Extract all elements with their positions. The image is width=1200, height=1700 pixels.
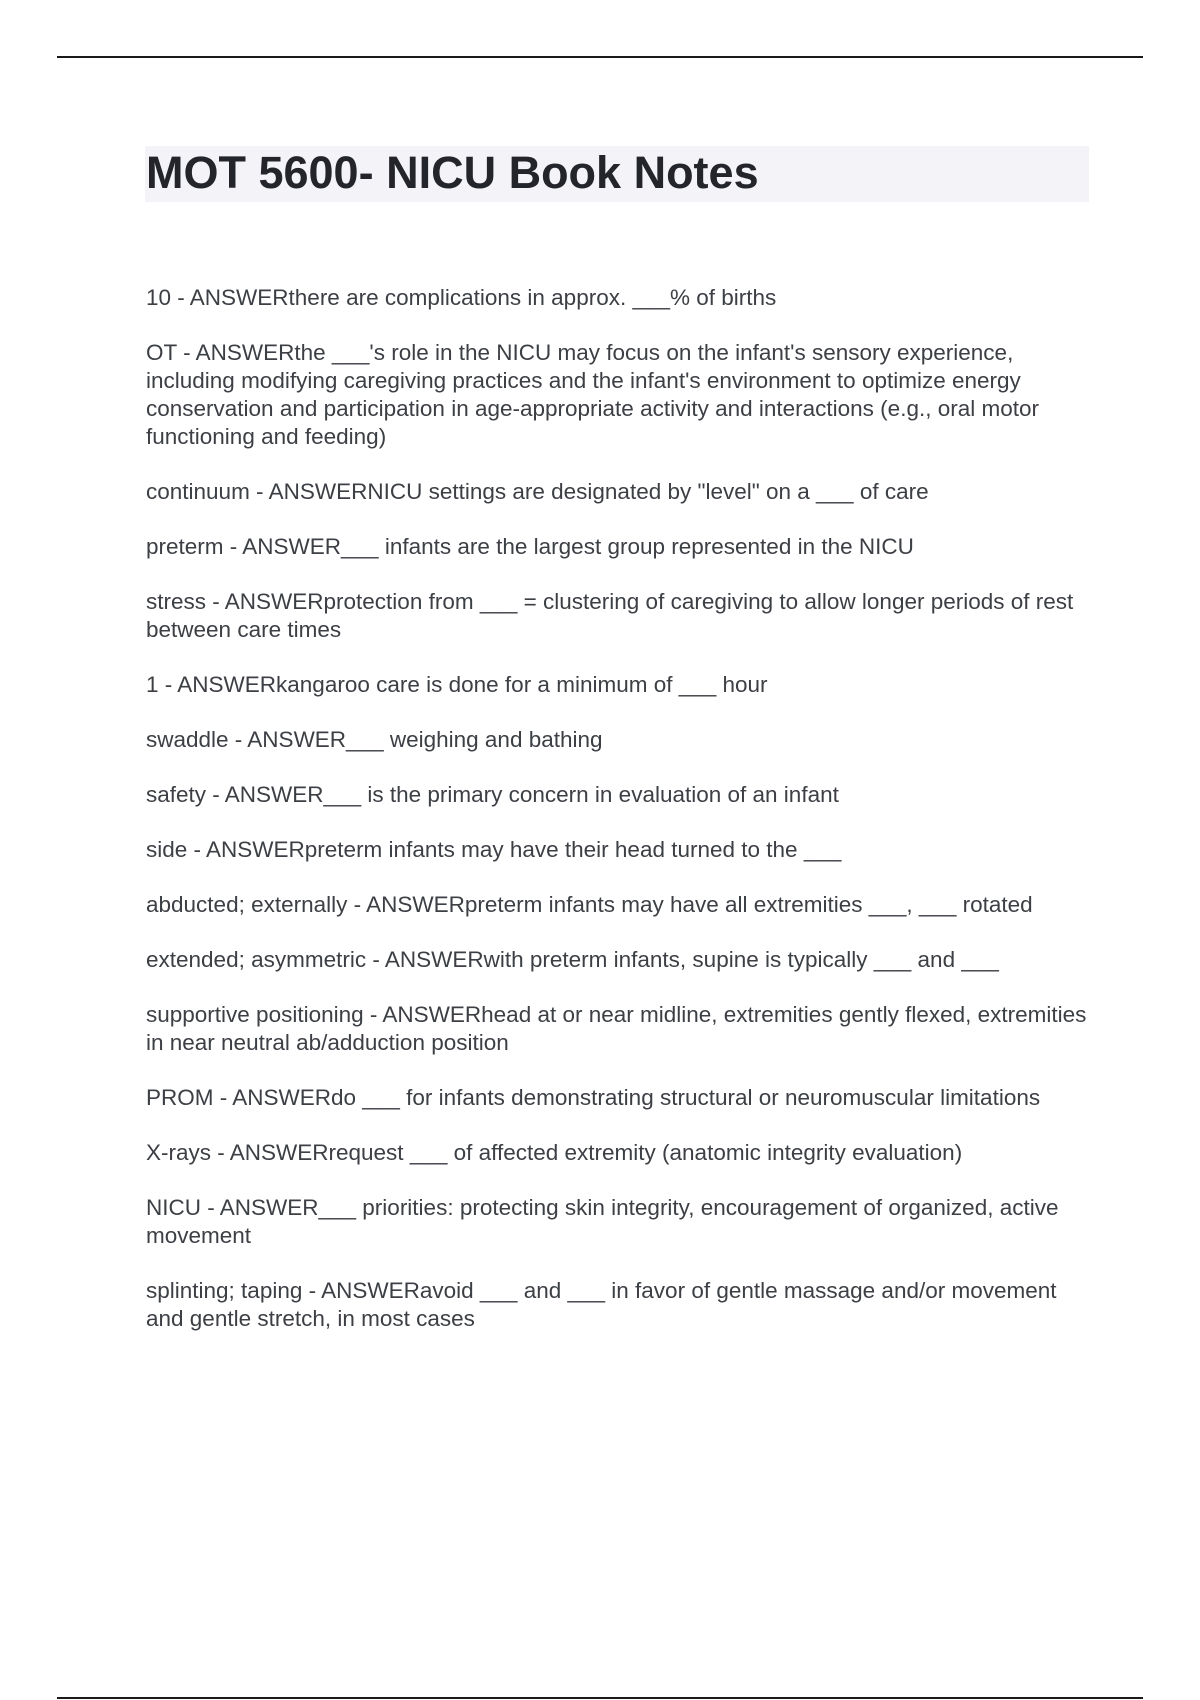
bottom-rule	[57, 1697, 1143, 1699]
note-item: stress - ANSWERprotection from ___ = clustering of caregiving to allow longer periods of rest between care times	[146, 589, 1074, 642]
top-rule	[57, 56, 1143, 58]
notes-list	[146, 284, 1096, 1360]
note-item: side - ANSWERpreterm infants may have their head turned to the ___	[146, 837, 842, 862]
note-item: abducted; externally - ANSWERpreterm infants may have all extremities ___, ___ rotated	[146, 892, 1033, 917]
note-item: splinting; taping - ANSWERavoid ___ and ___ in favor of gentle massage and/or movement and gentle stretch, in most cases	[146, 1278, 1057, 1331]
note-item: PROM - ANSWERdo ___ for infants demonstrating structural or neuromuscular limitations	[146, 1085, 1041, 1110]
note-item: OT - ANSWERthe ___'s role in the NICU may focus on the infant's sensory experience, including modifying caregiving practices and the infant's environment to optimize energy conservation and participation in age-appropriate activity and interactions (e.g., oral motor functioning and feeding)	[146, 340, 1039, 449]
note-item: safety - ANSWER___ is the primary concern in evaluation of an infant	[146, 782, 839, 807]
note-item: NICU - ANSWER___ priorities: protecting skin integrity, encouragement of organized, active movement	[146, 1195, 1059, 1248]
note-item: supportive positioning - ANSWERhead at or near midline, extremities gently flexed, extremities in near neutral ab/adduction position	[146, 1002, 1087, 1055]
note-item: X-rays - ANSWERrequest ___ of affected extremity (anatomic integrity evaluation)	[146, 1140, 963, 1165]
note-item: 10 - ANSWERthere are complications in approx. ___% of births	[146, 285, 777, 310]
page-title: MOT 5600- NICU Book Notes	[146, 147, 759, 198]
note-item: extended; asymmetric - ANSWERwith preterm infants, supine is typically ___ and ___	[146, 947, 999, 972]
note-item: swaddle - ANSWER___ weighing and bathing	[146, 727, 603, 752]
note-item: continuum - ANSWERNICU settings are designated by "level" on a ___ of care	[146, 479, 929, 504]
note-item: preterm - ANSWER___ infants are the largest group represented in the NICU	[146, 534, 914, 559]
note-item: 1 - ANSWERkangaroo care is done for a minimum of ___ hour	[146, 672, 768, 697]
